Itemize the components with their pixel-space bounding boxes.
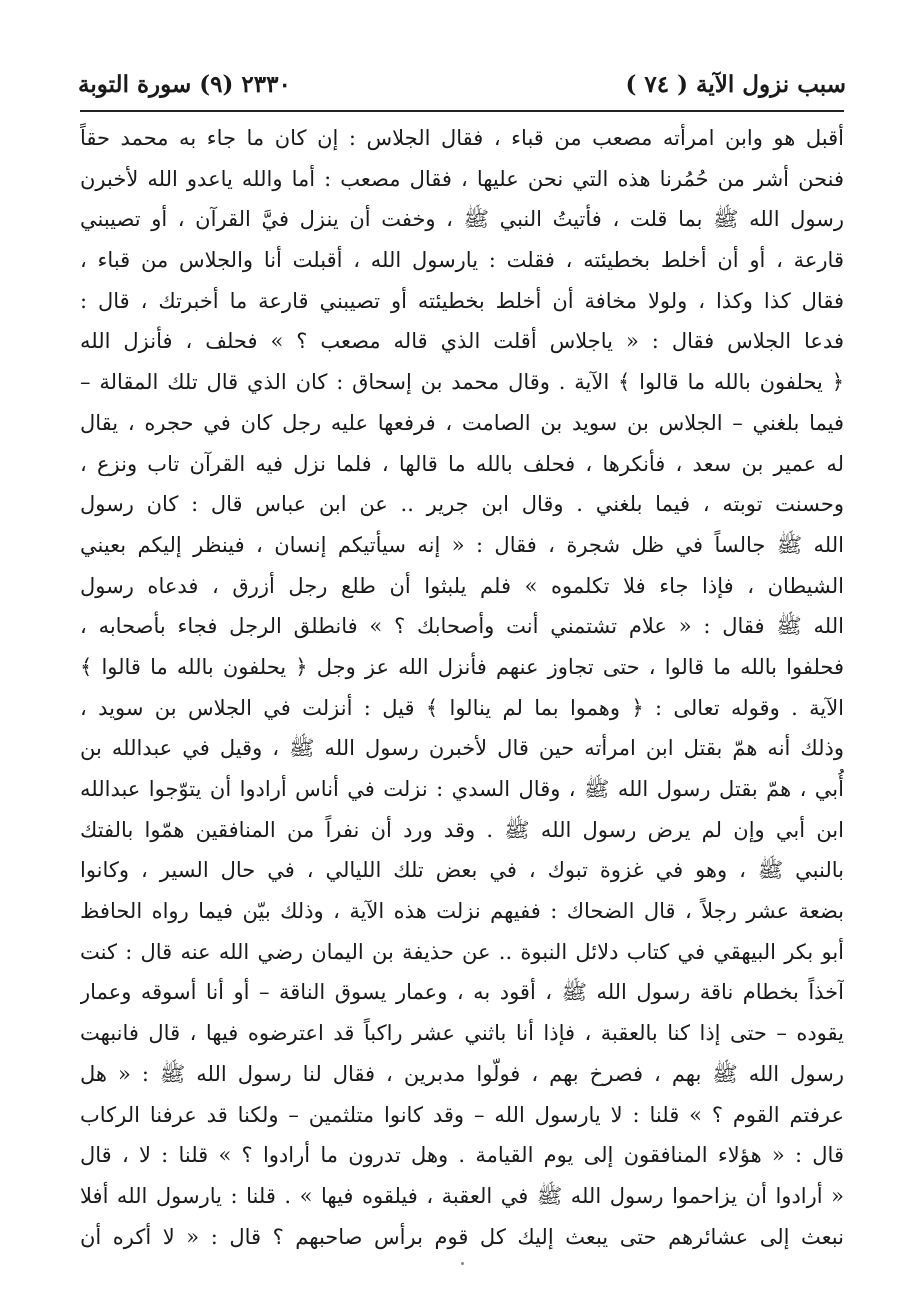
text-line: عرفتم القوم ؟ » قلنا : لا يارسول الله – وقد كانوا متلثمين – ولكنا قد عرفنا الركاب (80, 1102, 844, 1127)
text-line: آخذاً بخطام ناقة رسول الله ﷺ ، أقود به ، وعمار يسوق الناقة – أو أنا أسوقه وعمار (80, 980, 844, 1005)
text-line: الله ﷺ فقال : « علام تشتمني أنت وأصحابك ؟ » فانطلق الرجل فجاء بأصحابه ، (80, 614, 844, 639)
text-line: أُبي ، همّ بقتل رسول الله ﷺ ، وقال السدي : نزلت في أناس أرادوا أن يتوّجوا عبدالله (80, 777, 844, 801)
text-line: أقبل هو وابن امرأته مصعب من قباء ، فقال الجلاس : إن كان ما جاء به محمد حقاً (80, 126, 844, 150)
text-line: فنحن أشر من حُمُرنا هذه التي نحن عليها ، فقال مصعب : أما والله ياعدو الله لأخبرن (80, 166, 844, 191)
text-line: « أرادوا أن يزاحموا رسول الله ﷺ في العقبة ، فيلقوه فيها » . قلنا : يارسول الله أفلا (80, 1183, 844, 1208)
section-title: سبب نزول الآية ( ٧٤ ) (625, 70, 846, 98)
text-line: فحلفوا بالله ما قالوا ، حتى تجاوز عنهم فأنزل الله عز وجل ﴿ يحلفون بالله ما قالوا ﴾ (80, 654, 844, 679)
page-footer-dot (461, 1262, 464, 1265)
text-line: وذلك أنه همّ بقتل ابن امرأته حين قال لأخبرن رسول الله ﷺ ، وقيل في عبدالله بن (80, 736, 844, 761)
text-line: قال : « هؤلاء المنافقون إلى يوم القيامة . وهل تدرون ما أرادوا ؟ » قلنا : لا ، قال (80, 1143, 844, 1168)
text-line: رسول الله ﷺ بما قلت ، فأتيتُ النبي ﷺ ، وخفت أن ينزل فيَّ القرآن ، أو تصيبني (80, 207, 844, 232)
text-line: أبو بكر البيهقي في كتاب دلائل النبوة .. عن حذيفة بن اليمان رضي الله عنه قال : كنت (80, 939, 844, 964)
page-body (80, 118, 844, 1257)
page-header (78, 64, 846, 104)
text-line: الله ﷺ جالساً في ظل شجرة ، فقال : « إنه سيأتيكم إنسان ، فينظر إليكم بعيني (80, 532, 844, 557)
header-divider (80, 110, 844, 112)
page-number-chapter: ٢٣٣٠ (٩) سورة التوبة (78, 70, 291, 98)
text-line: ﴿ يحلفون بالله ما قالوا ﴾ الآية . وقال محمد بن إسحاق : كان الذي قال تلك المقالة – (80, 370, 844, 395)
text-line: فدعا الجلاس فقال : « ياجلاس أقلت الذي قاله مصعب ؟ » فحلف ، فأنزل الله (80, 329, 844, 354)
text-line: فيما بلغني – الجلاس بن سويد بن الصامت ، فرفعها عليه رجل كان في حجره ، يقال (80, 410, 844, 435)
text-line: نبعث إلى عشائرهم حتى يبعث إليك كل قوم برأس صاحبهم ؟ قال : « لا أكره أن (80, 1224, 844, 1249)
text-line: بضعة عشر رجلاً ، قال الضحاك : ففيهم نزلت هذه الآية ، وذلك بيّن فيما رواه الحافظ (80, 899, 844, 924)
text-line: ابن أبي وإن لم يرض رسول الله ﷺ . وقد ورد أن نفراً من المنافقين همّوا بالفتك (80, 817, 844, 842)
text-line: الشيطان ، فإذا جاء فلا تكلموه » فلم يلبثوا أن طلع رجل أزرق ، فدعاه رسول (80, 573, 844, 598)
text-line: له عمير بن سعد ، فأنكرها ، فحلف بالله ما قالها ، فلما نزل فيه القرآن تاب ونزع ، (80, 451, 844, 476)
text-line: بالنبي ﷺ ، وهو في غزوة تبوك ، في بعض تلك الليالي ، في حال السير ، وكانوا (80, 858, 844, 883)
text-line: الآية . وقوله تعالى : ﴿ وهموا بما لم ينالوا ﴾ قيل : أنزلت في الجلاس بن سويد ، (80, 695, 844, 720)
text-line: وحسنت توبته ، فيما بلغني . وقال ابن جرير .. عن ابن عباس قال : كان رسول (80, 492, 844, 517)
text-line: رسول الله ﷺ بهم ، فصرخ بهم ، فولّوا مدبرين ، فقال لنا رسول الله ﷺ : « هل (80, 1061, 844, 1086)
text-line: قارعة ، أو أن أخلط بخطيئته ، فقلت : يارسول الله ، أقبلت أنا والجلاس من قباء ، (80, 248, 844, 273)
text-line: فقال كذا وكذا ، ولولا مخافة أن أخلط بخطيئته أو تصيبني قارعة ما أخبرتك ، قال : (80, 288, 844, 313)
text-line: يقوده – حتى إذا كنا بالعقبة ، فإذا أنا باثني عشر راكباً قد اعترضوه فيها ، قال فانبهت (80, 1021, 844, 1046)
